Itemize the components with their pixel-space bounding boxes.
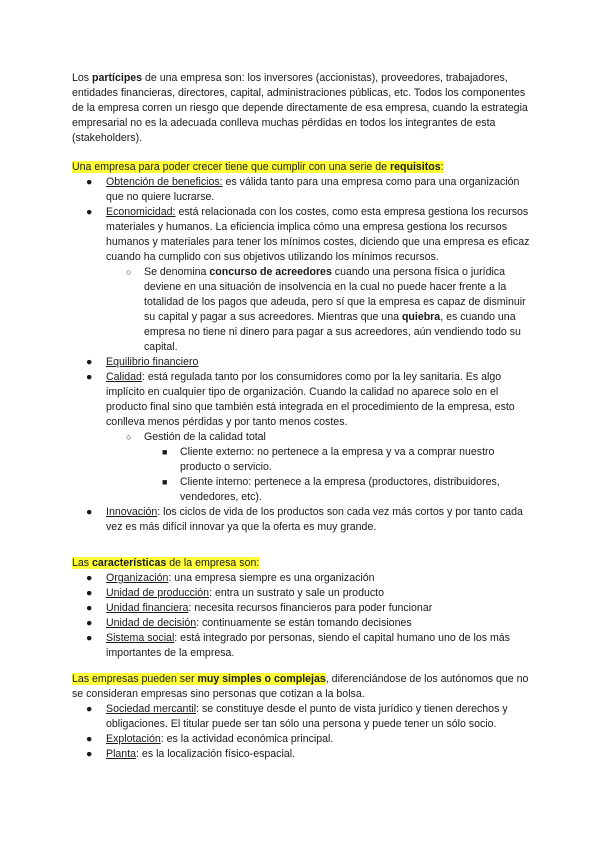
caracteristicas-heading: Las características de la empresa son: [72, 557, 260, 569]
bullet-icon: ● [86, 356, 93, 368]
list-item: ● Economicidad: está relacionada con los costes, como esta empresa gestiona los recursos materiales y humanos. La eficiencia implica cómo una empresa gestiona los recursos humanos y materiales para tener los mínimos costes, diciendo que una empresa es eficaz cuando ha cumplido con sus objetivos utilizando los mínimos recursos. [86, 206, 530, 263]
list-item: ● Obtención de beneficios: es válida tanto para una empresa como para una organización que no quiere lucrarse. [86, 176, 520, 203]
bullet-icon: ● [86, 371, 93, 383]
list-item: ● Planta: es la localización físico-espacial. [86, 748, 296, 760]
requisitos-section [72, 160, 532, 535]
bullet-icon: ● [86, 748, 93, 760]
list-item: ● Unidad de producción: entra un sustrato y sale un producto [86, 587, 384, 599]
list-item: ● Equilibrio financiero [86, 356, 199, 368]
bullet-icon: ● [86, 617, 93, 629]
circle-bullet-icon: ○ [126, 267, 132, 277]
intro-paragraph [72, 71, 532, 146]
bullet-icon: ● [86, 206, 93, 218]
bullet-icon: ● [86, 587, 93, 599]
list-item: ● Unidad de decisión: continuamente se están tomando decisiones [86, 617, 412, 629]
caracteristicas-section [72, 556, 532, 661]
list-item: ● Sociedad mercantil: se constituye desde el punto de vista jurídico y tienen derechos y obligaciones. El titular puede ser tan sólo una persona y puede tener un sólo socio. [86, 703, 508, 730]
requisitos-list [72, 175, 532, 535]
list-item: ● Unidad financiera: necesita recursos financieros para poder funcionar [86, 602, 433, 614]
circle-bullet-icon: ○ [126, 432, 132, 442]
bullet-icon: ● [86, 506, 93, 518]
bullet-icon: ● [86, 632, 93, 644]
square-bullet-icon: ■ [162, 447, 168, 457]
caracteristicas-list [72, 571, 532, 661]
requisitos-heading: Una empresa para poder crecer tiene que cumplir con una serie de requisitos: [72, 161, 444, 173]
bullet-icon: ● [86, 602, 93, 614]
bullet-icon: ● [86, 176, 93, 188]
list-item: ● Calidad: está regulada tanto por los consumidores como por la ley sanitaria. Es algo implícito en cualquier tipo de organización. Cuando la calidad no aparece solo en el producto final sino que también está integrada en el procedimiento de la empresa, esto conlleva menos pérdidas y por tanto menos costes. [86, 371, 515, 428]
bullet-icon: ● [86, 733, 93, 745]
list-item: ■ Cliente externo: no pertenece a la empresa y va a comprar nuestro producto o servicio. [162, 446, 495, 473]
list-item: ● Sistema social: está integrado por personas, siendo el capital humano uno de los más importantes de la empresa. [86, 632, 510, 659]
list-item: ● Explotación: es la actividad económica principal. [86, 733, 334, 745]
bullet-icon: ● [86, 703, 93, 715]
tipos-heading: Las empresas pueden ser muy simples o complejas, diferenciándose de los autónomos que no se consideran empresas sino personas que cotizan a la bolsa. [72, 673, 529, 700]
tipos-section [72, 672, 532, 762]
intro-text: Los partícipes de una empresa son: los inversores (accionistas), proveedores, trabajadores, entidades financieras, directores, capital, administraciones públicas, etc. Todos los componentes de la empresa corren un riesgo que depende directamente de esa empresa, cuando la estrategia empresarial no es la adecuada conlleva muchas pérdidas en todos los integrantes de esta (stakeholders). [72, 72, 528, 144]
list-item: ● Organización: una empresa siempre es una organización [86, 572, 375, 584]
tipos-list [72, 702, 532, 762]
bullet-icon: ● [86, 572, 93, 584]
list-item: ■ Cliente interno: pertenece a la empresa (productores, distribuidores, vendedores, etc). [162, 476, 500, 503]
square-bullet-icon: ■ [162, 477, 168, 487]
list-item: ○ Se denomina concurso de acreedores cuando una persona física o jurídica deviene en una situación de insolvencia en la cual no puede hacer frente a la totalidad de los pagos que adeuda, pero sí que la empresa es capaz de disminuir su capital y pagar a sus acreedores. Mientras que una quiebra, es cuando una empresa no tiene ni dinero para pagar a sus acreedores, aún vendiendo todo su capital. [126, 266, 526, 353]
list-item: ● Innovación: los ciclos de vida de los productos son cada vez más cortos y por tanto cada vez es más difícil innovar ya que la oferta es muy grande. [86, 506, 523, 533]
list-item: ○ Gestión de la calidad total [126, 431, 266, 443]
